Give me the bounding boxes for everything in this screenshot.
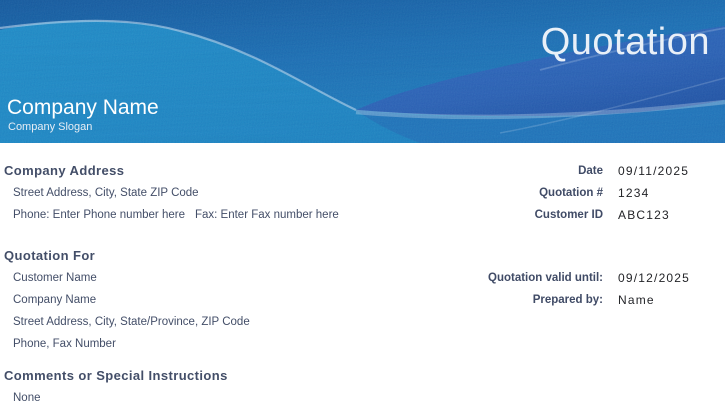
date-value: 09/11/2025 — [618, 164, 690, 178]
company-street-address: Street Address, City, State ZIP Code — [13, 187, 199, 199]
comments-heading: Comments or Special Instructions — [4, 368, 228, 383]
comments-value: None — [13, 392, 41, 404]
banner — [0, 0, 725, 143]
row-customer-name — [0, 267, 725, 289]
company-phone: Phone: Enter Phone number here — [13, 209, 185, 221]
customer-street-address: Street Address, City, State/Province, ZIP Code — [13, 316, 250, 328]
row-phone-fax — [0, 204, 725, 226]
section-quotation-for — [0, 245, 725, 355]
date-row — [380, 160, 725, 182]
row-comments-value — [0, 387, 725, 409]
customer-id-value: ABC123 — [618, 208, 670, 222]
document-title: Quotation — [540, 21, 710, 63]
valid-until-label: Quotation valid until: — [488, 272, 603, 284]
customer-phone-fax: Phone, Fax Number — [13, 338, 116, 350]
customer-id-label: Customer ID — [534, 209, 603, 221]
quotation-number-value: 1234 — [618, 186, 650, 200]
company-fax: Fax: Enter Fax number here — [194, 209, 339, 221]
prepared-by-label: Prepared by: — [532, 294, 603, 306]
row-company-address-heading — [0, 160, 725, 182]
prepared-by-value: Name — [618, 293, 655, 307]
quotation-number-row — [380, 182, 725, 204]
section-company-address — [0, 160, 725, 226]
valid-until-value: 09/12/2025 — [618, 271, 691, 285]
quotation-for-heading: Quotation For — [4, 248, 96, 263]
company-address-heading: Company Address — [4, 163, 125, 178]
row-street-address — [0, 182, 725, 204]
prepared-by-row — [380, 289, 725, 311]
row-quotation-for-heading — [0, 245, 725, 267]
section-comments — [0, 365, 725, 409]
customer-company-name: Company Name — [13, 294, 97, 306]
company-name: Company Name — [7, 96, 159, 119]
valid-until-row — [380, 267, 725, 289]
customer-id-row — [380, 204, 725, 226]
date-label: Date — [578, 165, 603, 177]
row-comments-heading — [0, 365, 725, 387]
row-customer-address — [0, 311, 725, 333]
company-phone-fax — [13, 204, 339, 226]
row-customer-company — [0, 289, 725, 311]
company-slogan: Company Slogan — [8, 121, 93, 133]
row-customer-phone-fax — [0, 333, 725, 355]
quotation-number-label: Quotation # — [539, 187, 603, 199]
customer-name: Customer Name — [13, 272, 97, 284]
